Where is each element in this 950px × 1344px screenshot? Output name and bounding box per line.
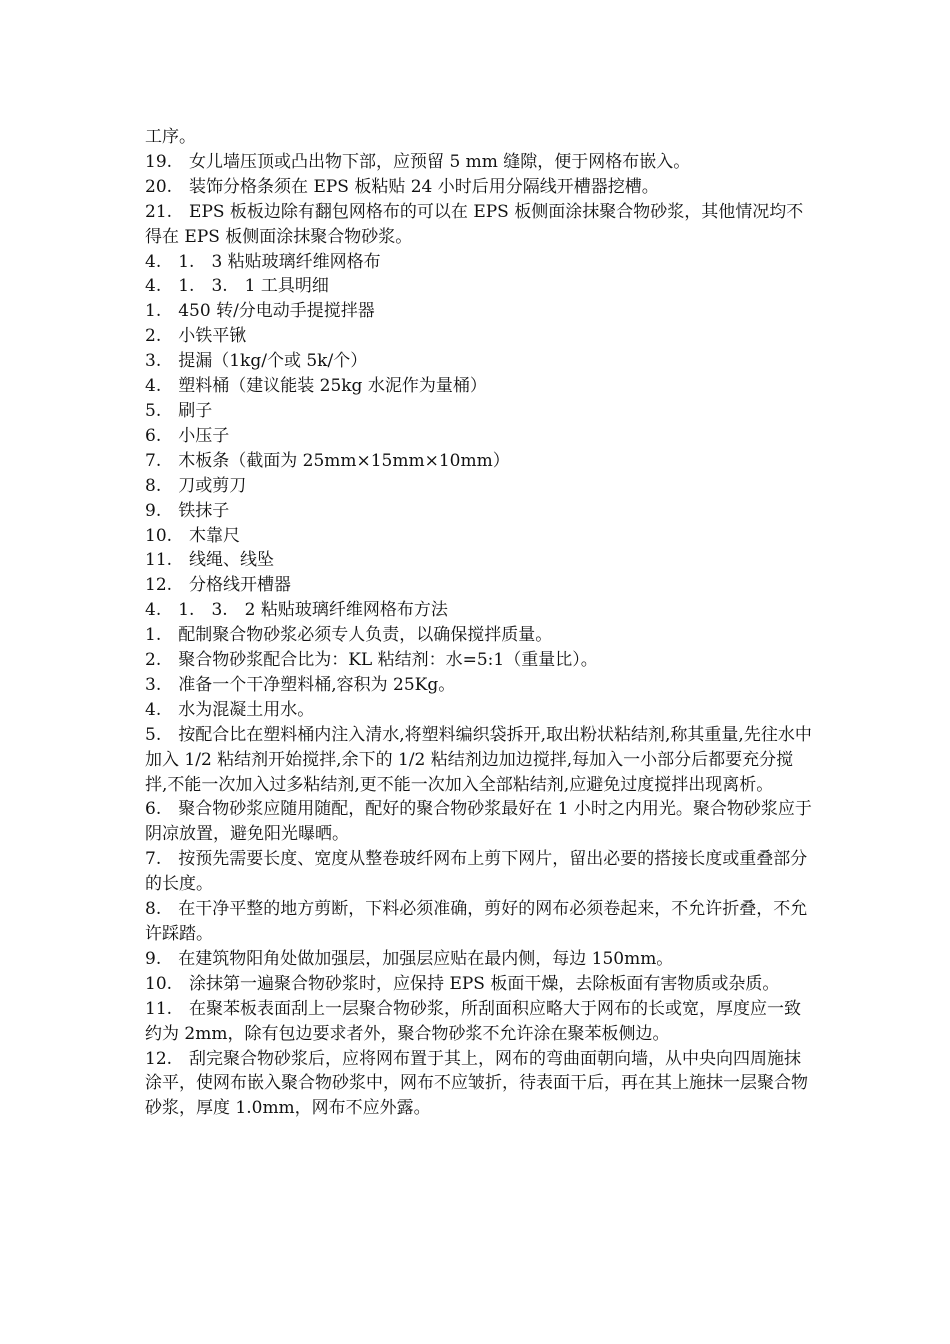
list-item: 7. 按预先需要长度、宽度从整卷玻纤网布上剪下网片，留出必要的搭接长度或重叠部分的长度。 bbox=[145, 849, 808, 895]
text-paragraph: 21. EPS 板板边除有翻包网格布的可以在 EPS 板侧面涂抹聚合物砂浆，其他情况均不得在 EPS 板侧面涂抹聚合物砂浆。 bbox=[145, 201, 804, 247]
list-item: 11. 在聚苯板表面刮上一层聚合物砂浆，所刮面积应略大于网布的长或宽，厚度应一致约为 2mm，除有包边要求者外，聚合物砂浆不允许涂在聚苯板侧边。 bbox=[145, 998, 802, 1044]
section-heading: 4. 1. 3. 1 工具明细 bbox=[145, 276, 329, 297]
list-item: 5. 刷子 bbox=[145, 400, 213, 421]
list-item: 9. 在建筑物阳角处做加强层，加强层应贴在最内侧，每边 150mm。 bbox=[145, 948, 674, 969]
list-item: 6. 聚合物砂浆应随用随配，配好的聚合物砂浆最好在 1 小时之内用光。聚合物砂浆应于阴凉放置，避免阳光曝晒。 bbox=[145, 799, 812, 845]
list-item: 3. 准备一个干净塑料桶,容积为 25Kg。 bbox=[145, 674, 456, 695]
list-item: 7. 木板条（截面为 25mm×15mm×10mm） bbox=[145, 450, 510, 471]
list-item: 10. 涂抹第一遍聚合物砂浆时，应保持 EPS 板面干燥，去除板面有害物质或杂质。 bbox=[145, 973, 780, 994]
section-heading: 4. 1. 3. 2 粘贴玻璃纤维网格布方法 bbox=[145, 600, 448, 621]
text-paragraph: 19. 女儿墙压顶或凸出物下部，应预留 5 mm 缝隙，便于网格布嵌入。 bbox=[145, 151, 691, 172]
text-paragraph: 工序。 bbox=[145, 127, 196, 147]
text-paragraph: 20. 装饰分格条须在 EPS 板粘贴 24 小时后用分隔线开槽器挖槽。 bbox=[145, 176, 659, 197]
list-item: 4. 塑料桶（建议能装 25kg 水泥作为量桶） bbox=[145, 376, 487, 397]
list-item: 5. 按配合比在塑料桶内注入清水,将塑料编织袋拆开,取出粉状粘结剂,称其重量,先往水中加入 1/2 粘结剂开始搅拌,余下的 1/2 粘结剂边加边搅拌,每加入一小部分后都要充分搅拌,不能一次加入过多粘结剂,更不能一次加入全部粘结剂,应避免过度搅拌出现离析。 bbox=[145, 724, 812, 795]
list-item: 2. 聚合物砂浆配合比为：KL 粘结剂：水=5:1（重量比）。 bbox=[145, 650, 598, 671]
list-item: 9. 铁抹子 bbox=[145, 500, 230, 521]
list-item: 1. 450 转/分电动手提搅拌器 bbox=[145, 301, 375, 322]
list-item: 2. 小铁平锹 bbox=[145, 326, 247, 347]
list-item: 4. 水为混凝土用水。 bbox=[145, 699, 315, 720]
list-item: 8. 在干净平整的地方剪断，下料必须准确，剪好的网布必须卷起来，不允许折叠，不允许踩踏。 bbox=[145, 899, 808, 944]
list-item: 10. 木靠尺 bbox=[145, 525, 241, 546]
list-item: 8. 刀或剪刀 bbox=[145, 475, 247, 496]
list-item: 1. 配制聚合物砂浆必须专人负责，以确保搅拌质量。 bbox=[145, 625, 553, 646]
list-item: 11. 线绳、线坠 bbox=[145, 550, 275, 571]
list-item: 3. 提漏（1kg/个或 5k/个） bbox=[145, 351, 368, 372]
section-heading: 4. 1. 3 粘贴玻璃纤维网格布 bbox=[145, 251, 381, 272]
document-body bbox=[145, 125, 815, 1121]
list-item: 6. 小压子 bbox=[145, 425, 230, 446]
list-item: 12. 分格线开槽器 bbox=[145, 575, 292, 596]
list-item: 12. 刮完聚合物砂浆后，应将网布置于其上，网布的弯曲面朝向墙，从中央向四周施抹涂平，使网布嵌入聚合物砂浆中，网布不应皱折，待表面干后，再在其上施抹一层聚合物砂浆，厚度 1.0mm，网布不应外露。 bbox=[145, 1048, 808, 1119]
